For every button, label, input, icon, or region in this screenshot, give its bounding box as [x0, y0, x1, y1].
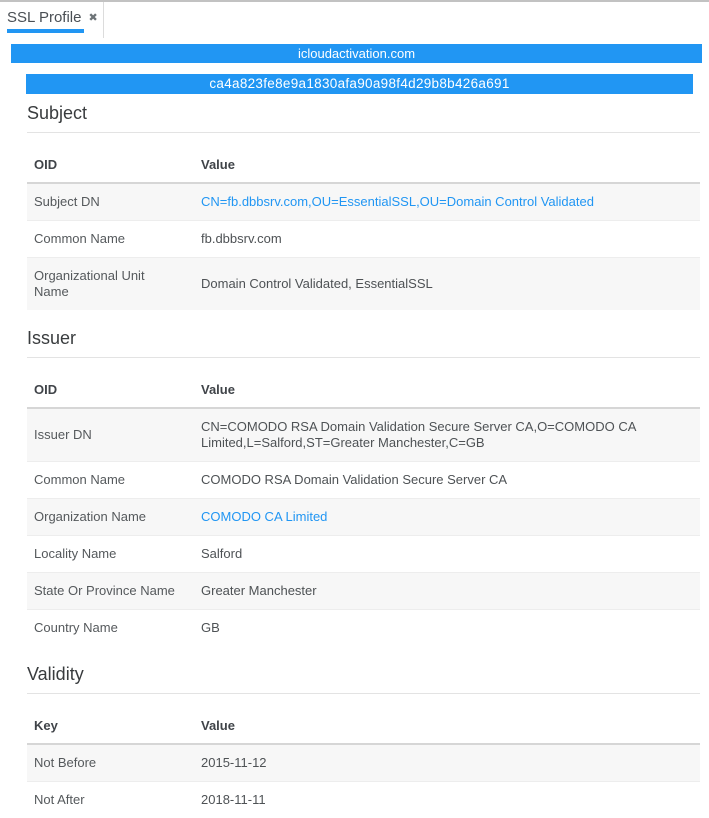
kv-table	[27, 133, 700, 310]
row-key: Subject DN	[27, 183, 201, 221]
row-value-cell	[201, 499, 700, 536]
table-header-row	[27, 133, 700, 183]
column-header-value: Value	[201, 694, 700, 744]
row-value-link[interactable]: COMODO CA Limited	[201, 509, 327, 524]
row-key: State Or Province Name	[27, 573, 201, 610]
row-key: Locality Name	[27, 536, 201, 573]
kv-table	[27, 694, 700, 818]
hash-banner[interactable]: ca4a823fe8e9a1830afa90a98f4d29b8b426a691	[26, 74, 693, 94]
row-value-link[interactable]: CN=fb.dbbsrv.com,OU=EssentialSSL,OU=Domain Control Validated	[201, 194, 594, 209]
content	[0, 94, 709, 818]
row-value: Domain Control Validated, EssentialSSL	[201, 276, 433, 291]
row-value-cell	[201, 782, 700, 818]
table-row	[27, 610, 700, 647]
row-value: Greater Manchester	[201, 583, 317, 598]
row-value-cell	[201, 258, 700, 311]
table-row	[27, 462, 700, 499]
table-header-row	[27, 358, 700, 408]
row-key: Common Name	[27, 462, 201, 499]
table-row	[27, 408, 700, 462]
row-key: Common Name	[27, 221, 201, 258]
domain-banner[interactable]: icloudactivation.com	[11, 44, 702, 63]
row-value: 2018-11-11	[201, 792, 266, 807]
section-title: Validity	[27, 646, 700, 694]
row-key: Organization Name	[27, 499, 201, 536]
row-value-cell	[201, 462, 700, 499]
section	[27, 310, 700, 646]
section-title: Subject	[27, 94, 700, 133]
row-value: fb.dbbsrv.com	[201, 231, 282, 246]
kv-table	[27, 358, 700, 646]
row-value-cell	[201, 536, 700, 573]
tab-bar	[0, 2, 709, 38]
row-key: Organizational Unit Name	[27, 258, 201, 311]
table-row	[27, 183, 700, 221]
row-value: Salford	[201, 546, 242, 561]
ssl-profile-page	[0, 2, 709, 818]
row-value: 2015-11-12	[201, 755, 267, 770]
section-title: Issuer	[27, 310, 700, 358]
table-row	[27, 536, 700, 573]
row-value-cell	[201, 744, 700, 782]
row-key: Not Before	[27, 744, 201, 782]
row-value-cell	[201, 573, 700, 610]
column-header-value: Value	[201, 133, 700, 183]
column-header-key: OID	[27, 358, 201, 408]
column-header-key: OID	[27, 133, 201, 183]
tab-ssl-profile[interactable]	[0, 2, 104, 38]
row-key: Not After	[27, 782, 201, 818]
row-key: Country Name	[27, 610, 201, 647]
table-row	[27, 258, 700, 311]
row-value: COMODO RSA Domain Validation Secure Server CA	[201, 472, 507, 487]
table-row	[27, 744, 700, 782]
table-header-row	[27, 694, 700, 744]
section	[27, 646, 700, 818]
row-value-cell	[201, 221, 700, 258]
table-row	[27, 782, 700, 818]
section	[27, 94, 700, 310]
tab-close-icon[interactable]: ✖	[88, 12, 97, 24]
tab-label: SSL Profile	[7, 9, 81, 26]
row-key: Issuer DN	[27, 408, 201, 462]
table-row	[27, 573, 700, 610]
table-row	[27, 499, 700, 536]
table-row	[27, 221, 700, 258]
row-value: GB	[201, 620, 220, 635]
column-header-value: Value	[201, 358, 700, 408]
tab-active-underline	[7, 29, 84, 33]
row-value-cell	[201, 610, 700, 647]
row-value-cell	[201, 183, 700, 221]
column-header-key: Key	[27, 694, 201, 744]
row-value-cell	[201, 408, 700, 462]
row-value: CN=COMODO RSA Domain Validation Secure Server CA,O=COMODO CA Limited,L=Salford,ST=Greater Manchester,C=GB	[201, 419, 636, 450]
